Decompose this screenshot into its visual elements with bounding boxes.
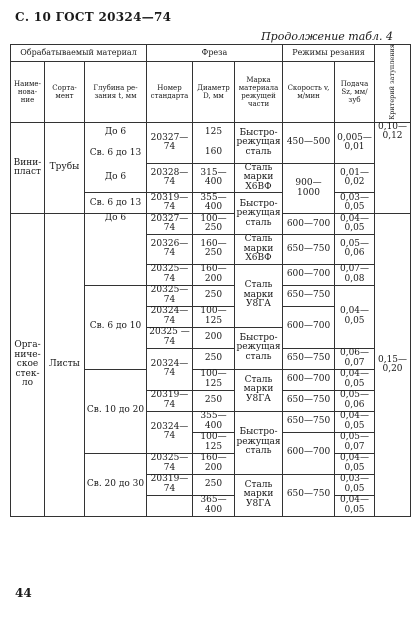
col-standard: Номер стандарта (147, 62, 193, 123)
depth-cell: Св. 6 до 10 (85, 285, 147, 369)
standard-cell: 20319—74 (147, 474, 193, 495)
feed-cell: 0,05—0,06 (335, 390, 375, 411)
speed-cell: 650—750 (283, 235, 335, 264)
criterion-cell: 0,15—0,20 (375, 214, 411, 516)
cutting-material-cell: Сталь марки У8ГА (235, 474, 283, 516)
col-assortment: Сорта-мент (45, 62, 85, 123)
assortment: Трубы (45, 123, 85, 214)
speed-cell: 650—750 (283, 390, 335, 411)
standard-cell: 20325—74 (147, 453, 193, 474)
diameter-cell: 160—200 (193, 264, 235, 285)
standard-cell: 20325—74 (147, 264, 193, 285)
standard-cell: 20326—74 (147, 235, 193, 264)
page-header: С. 10 ГОСТ 20324—74 (15, 10, 172, 24)
col-criterion: Критерий затупления (375, 45, 411, 123)
material-name: Орга-ниче-ское стек-ло (11, 214, 45, 516)
cutting-modes-table (10, 44, 411, 517)
speed-cell: 650—750 (283, 348, 335, 369)
feed-cell: 0,03—0,05 (335, 474, 375, 495)
cutting-material-cell: Сталь марки У8ГА (235, 369, 283, 411)
col-depth: Глубина ре-зания t, мм (85, 62, 147, 123)
depth-cell: Св. 6 до 13 (85, 193, 147, 214)
feed-cell: 0,06—0,07 (335, 348, 375, 369)
depth-cell: Св. 10 до 20 (85, 369, 147, 453)
cutting-material-cell: Быстро-режущая сталь (235, 327, 283, 369)
speed-cell: 600—700 (283, 264, 335, 285)
feed-cell: 0,04—0,05 (335, 411, 375, 432)
diameter-cell: 250 (193, 474, 235, 495)
feed-cell: 0,04—0,05 (335, 495, 375, 516)
standard-cell: 20324—74 (147, 306, 193, 327)
standard-cell: 20324—74 (147, 348, 193, 390)
criterion-cell: 0,10—0,12 (375, 123, 411, 214)
diameter-cell: 315—400 (193, 164, 235, 193)
diameter-cell: 160 (193, 143, 235, 164)
col-diameter: Диаметр D, мм (193, 62, 235, 123)
feed-cell: 0,05—0,07 (335, 432, 375, 453)
standard-cell: 20319—74 (147, 390, 193, 411)
standard-cell: 20319—74 (147, 193, 193, 214)
diameter-cell: 355—400 (193, 411, 235, 432)
col-speed: Скорость v, м/мин (283, 62, 335, 123)
col-name: Наиме-нова-ние (11, 62, 45, 123)
feed-cell: 0,005—0,01 (335, 123, 375, 164)
cutting-material-cell: Сталь марки Х6ВФ (235, 164, 283, 193)
group-cutter: Фреза (147, 45, 283, 62)
diameter-cell: 100—250 (193, 214, 235, 235)
standard-cell: 20325—74 (147, 285, 193, 306)
speed-cell: 650—750 (283, 474, 335, 516)
standard-cell: 20324—74 (147, 411, 193, 453)
diameter-cell: 100—125 (193, 369, 235, 390)
feed-cell: 0,03—0,05 (335, 193, 375, 214)
speed-cell: 600—700 (283, 214, 335, 235)
diameter-cell: 100—125 (193, 306, 235, 327)
material-name: Вини-пласт (11, 123, 45, 214)
standard-cell (147, 495, 193, 516)
speed-cell: 650—750 (283, 285, 335, 306)
feed-cell: 0,01—0,02 (335, 164, 375, 193)
depth-cell: До 6 (85, 164, 147, 193)
diameter-cell: 160—200 (193, 453, 235, 474)
standard-cell: 20325 —74 (147, 327, 193, 348)
feed-cell: 0,04—0,05 (335, 453, 375, 474)
feed-cell: 0,04—0,05 (335, 214, 375, 235)
depth-cell: До 6 (85, 123, 147, 144)
feed-cell: 0,07—0,08 (335, 264, 375, 285)
feed-cell: 0,04—0,05 (335, 285, 375, 348)
diameter-cell: 355—400 (193, 193, 235, 214)
diameter-cell: 200 (193, 327, 235, 348)
diameter-cell: 100—125 (193, 432, 235, 453)
diameter-cell: 250 (193, 285, 235, 306)
assortment: Листы (45, 214, 85, 516)
speed-cell: 600—700 (283, 432, 335, 474)
depth-cell: До 6 (85, 214, 147, 285)
speed-cell: 450—500 (283, 123, 335, 164)
diameter-cell: 250 (193, 348, 235, 369)
group-material: Обрабатываемый материал (11, 45, 147, 62)
continuation-label: Продолжение табл. 4 (261, 30, 393, 43)
page-number: 44 (15, 586, 32, 600)
speed-cell: 650—750 (283, 411, 335, 432)
speed-cell: 600—700 (283, 369, 335, 390)
group-modes: Режимы резания (283, 45, 375, 62)
speed-cell: 900—1000 (283, 164, 335, 214)
feed-cell: 0,04—0,05 (335, 369, 375, 390)
cutting-material-cell: Быстро-режущая сталь (235, 411, 283, 474)
diameter-cell: 365—400 (193, 495, 235, 516)
standard-cell: 20328—74 (147, 164, 193, 193)
cutting-material-cell: Быстро-режущая сталь (235, 193, 283, 235)
cutting-material-cell: Сталь марки Х6ВФ (235, 235, 283, 264)
diameter-cell: 160—250 (193, 235, 235, 264)
depth-cell: Св. 6 до 13 (85, 143, 147, 164)
col-feed: Подача Sz, мм/зуб (335, 62, 375, 123)
cutting-material-cell: Сталь марки У8ГА (235, 264, 283, 327)
diameter-cell: 250 (193, 390, 235, 411)
feed-cell: 0,05—0,06 (335, 235, 375, 264)
depth-cell: Св. 20 до 30 (85, 453, 147, 516)
standard-cell: 20327—74 (147, 123, 193, 164)
cutting-material-cell: Быстро-режущая сталь (235, 123, 283, 164)
standard-cell: 20327—74 (147, 214, 193, 235)
diameter-cell: 125 (193, 123, 235, 144)
speed-cell: 600—700 (283, 306, 335, 348)
col-cutting-material: Марка материала режущей части (235, 62, 283, 123)
